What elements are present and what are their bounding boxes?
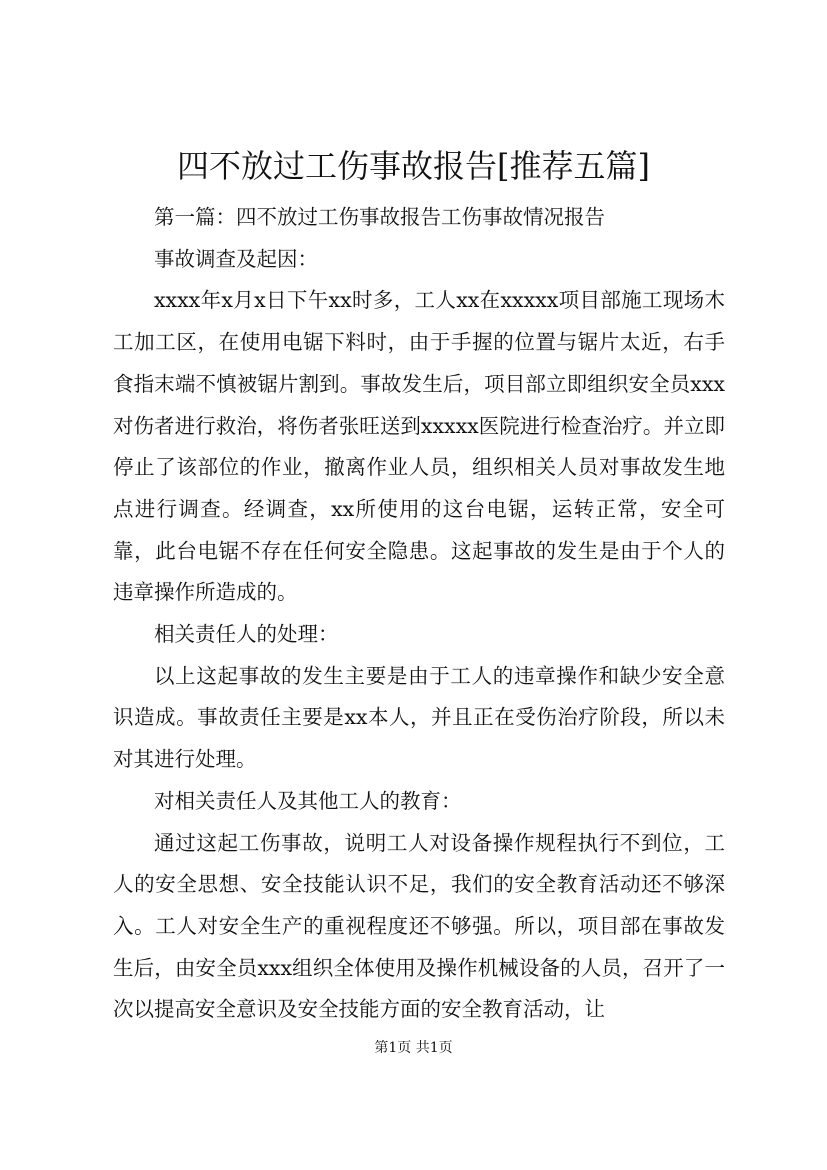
body-paragraph: xxxx年x月x日下午xx时多，工人xx在xxxxx项目部施工现场木工加工区，在使用电锯下料时，由于手握的位置与锯片太近，右手食指末端不慎被锯片割到。事故发生后，项目部立即组织安全员xxx对伤者进行救治，将伤者张旺送到xxxxx医院进行检查治疗。并立即停止了该部位的作业，撤离作业人员，组织相关人员对事故发生地点进行调查。经调查，xx所使用的这台电锯，运转正常，安全可靠，此台电锯不存在任何安全隐患。这起事故的发生是由于个人的违章操作所造成的。 (113, 288, 725, 605)
document-body (113, 197, 725, 1031)
subsection-heading: 事故调查及起因： (154, 246, 318, 271)
subsection-heading: 相关责任人的处理： (154, 622, 339, 647)
body-paragraph: 以上这起事故的发生主要是由于工人的违章操作和缺少安全意识造成。事故责任主要是xx本人，并且正在受伤治疗阶段，所以未对其进行处理。 (113, 663, 725, 772)
body-paragraph: 通过这起工伤事故，说明工人对设备操作规程执行不到位，工人的安全思想、安全技能认识不足，我们的安全教育活动还不够深入。工人对安全生产的重视程度还不够强。所以，项目部在事故发生后，由安全员xxx组织全体使用及操作机械设备的人员，召开了一次以提高安全意识及安全技能方面的安全教育活动，让 (113, 830, 725, 1022)
document-title: 四不放过工伤事故报告[推荐五篇] (177, 147, 650, 185)
page-footer: 第1页 共1页 (374, 1040, 453, 1056)
subsection-heading: 对相关责任人及其他工人的教育： (154, 788, 462, 813)
section-heading: 第一篇：四不放过工伤事故报告工伤事故情况报告 (154, 205, 605, 229)
